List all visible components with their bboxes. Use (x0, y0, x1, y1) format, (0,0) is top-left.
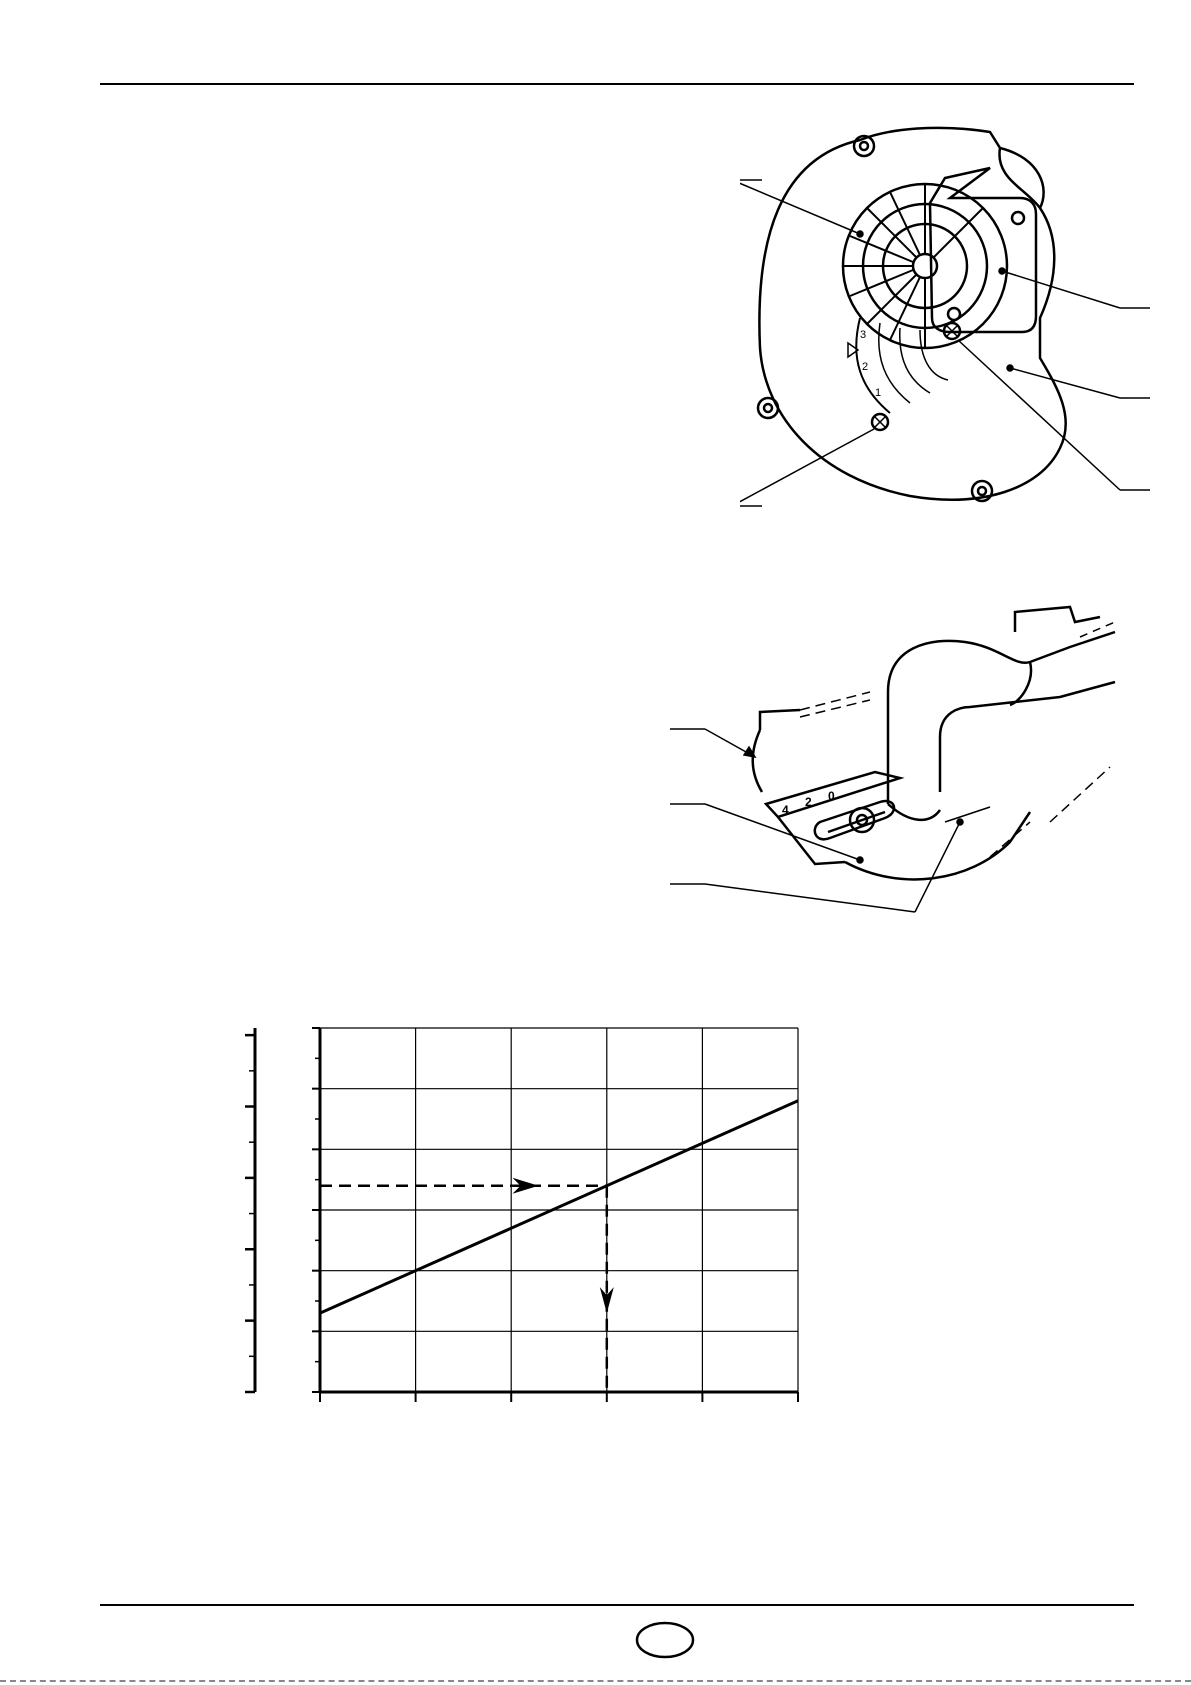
scale-mark-1: 1 (875, 387, 882, 399)
intake-scale-mark-4: 4 (782, 803, 789, 817)
motor-plate (930, 168, 1036, 332)
series-line-0 (320, 1101, 798, 1313)
scale-mark-3: 3 (860, 329, 867, 341)
page-number-badge (634, 1620, 696, 1660)
page-trim-line (0, 1680, 1191, 1682)
header-rule (100, 83, 1134, 85)
air-intake-figure (670, 592, 1140, 927)
intake-tube (888, 632, 1115, 804)
setting-chart (240, 1020, 810, 1415)
intake-scale-mark-2: 2 (805, 795, 812, 809)
housing-outline (759, 128, 1065, 500)
fan-housing-figure (740, 118, 1180, 518)
footer-rule (100, 1604, 1134, 1606)
intake-scale-mark-0: 0 (828, 789, 835, 803)
scale-mark-2: 2 (862, 361, 869, 373)
